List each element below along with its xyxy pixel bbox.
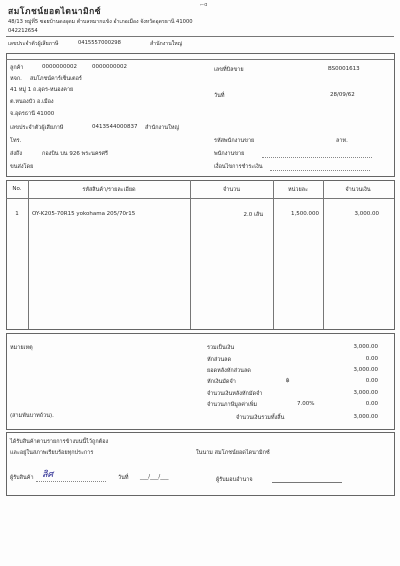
total-in-words: (สามพันบาทถ้วน). (10, 413, 54, 419)
ship-to-label: ส่งถึง (10, 151, 23, 157)
row-quantity: 2.0 เส้น (243, 212, 263, 218)
receipt-line-1: ได้รับสินค้าตามรายการข้างบนนี้ไว้ถูกต้อง (10, 439, 109, 445)
receive-date-blank: ___/___/___ (140, 474, 169, 480)
items-table (6, 180, 395, 330)
subtotal-label: รวมเป็นเงิน (207, 345, 235, 351)
vat-rate: 7.00% (297, 401, 315, 407)
company-tax-id: 0415557000298 (78, 40, 121, 46)
subtotal-value: 3,000.00 (353, 344, 378, 350)
header-quantity: จำนวน (223, 187, 240, 193)
customer-name-prefix: หจก. (10, 76, 22, 82)
header-unit-price: หน่วยละ (287, 187, 309, 193)
customer-code-2: 0000000002 (92, 64, 127, 70)
after-discount-label: ยอดหลังหักส่วนลด (207, 368, 251, 374)
discount-label: หักส่วนลด (207, 357, 232, 363)
discount-value: 0.00 (365, 356, 378, 362)
customer-tax-id: 0413544000837 (92, 124, 138, 130)
company-tax-label: เลขประจำตัวผู้เสียภาษี (8, 41, 59, 47)
receive-date-label: วันที่ (118, 475, 129, 481)
note-label: หมายเหตุ (10, 345, 33, 351)
ship-by-label: ขนส่งโดย (10, 164, 34, 170)
receipt-line-2: และอยู่ในสภาพเรียบร้อยทุกประการ (10, 450, 94, 456)
customer-address-2: ต.หนองบัว อ.เมือง (10, 99, 54, 105)
after-deposit-label: จำนวนเงินหลังหักมัดจำ (207, 391, 263, 397)
after-discount-value: 3,000.00 (353, 367, 378, 373)
customer-phone-label: โทร. (10, 138, 22, 144)
row-description: OY-K205-70R15 yokohama 205/70r15 (32, 211, 136, 217)
row-no: 1 (15, 211, 19, 217)
ship-to: กองบิน บน 926 พระนครศรี (42, 151, 108, 157)
baht-symbol: ฿ (286, 378, 290, 384)
customer-code: 0000000002 (42, 64, 77, 70)
sales-code-label: รหัสพนักงานขาย (214, 138, 255, 144)
company-branch: สำนักงานใหญ่ (150, 41, 183, 47)
company-name: สมโภชน์ยอดไดนามิกซ์ (8, 7, 102, 17)
sales-code-suffix: ลาท. (336, 138, 348, 144)
salesperson-label: พนักงานขาย (214, 151, 245, 157)
deposit-value: 0.00 (365, 378, 378, 384)
invoice-date: 28/09/62 (330, 92, 355, 98)
grand-total-value: 3,000.00 (353, 414, 378, 420)
receiver-signature: ลิศ (42, 470, 54, 480)
customer-name: สมโภชน์คาร์เซ็นเตอร์ (30, 76, 82, 82)
customer-address-3: จ.อุดรธานี 41000 (10, 111, 55, 117)
vat-value: 0.00 (365, 401, 378, 407)
grand-total-label: จำนวนเงินรวมทั้งสิ้น (236, 415, 285, 421)
document-mark: ⌐ɑ (200, 2, 208, 8)
customer-branch: สำนักงานใหญ่ (145, 125, 180, 131)
customer-tax-label: เลขประจำตัวผู้เสียภาษี (10, 125, 64, 131)
row-amount: 3,000.00 (354, 211, 379, 217)
customer-address-1: 41 หมู่ 1 ถ.อุดร-หนองคาย (10, 87, 74, 93)
on-behalf-of: ในนาม สมโภชน์ยอดไดนามิกซ์ (196, 450, 270, 456)
header-amount: จำนวนเงิน (345, 187, 371, 193)
company-address: 48/13 หมู่ที่5 ซอยบ้านดงอุดม ตำบลหมากแข้ง อำเภอเมือง จังหวัดอุดรธานี 41000 (8, 19, 193, 25)
invoice-no-label: เลขที่บิลขาย (214, 67, 244, 73)
vat-label: จำนวนภาษีมูลค่าเพิ่ม (207, 402, 258, 408)
customer-code-label: ลูกค้า (10, 65, 24, 71)
authorized-label: ผู้รับมอบอำนาจ (216, 477, 253, 483)
credit-terms-label: เงื่อนไขการชำระเงิน (214, 164, 263, 170)
header-description: รหัสสินค้า/รายละเอียด (82, 187, 136, 193)
after-deposit-value: 3,000.00 (353, 390, 378, 396)
invoice-no: BS0001613 (328, 66, 360, 72)
row-unit-price: 1,500.000 (291, 211, 319, 217)
header-no: No. (12, 186, 22, 192)
deposit-label: หักเงินมัดจำ (207, 379, 236, 385)
invoice-date-label: วันที่ (214, 93, 225, 99)
receiver-label: ผู้รับสินค้า (10, 475, 34, 481)
company-phone: 042212654 (8, 28, 38, 34)
